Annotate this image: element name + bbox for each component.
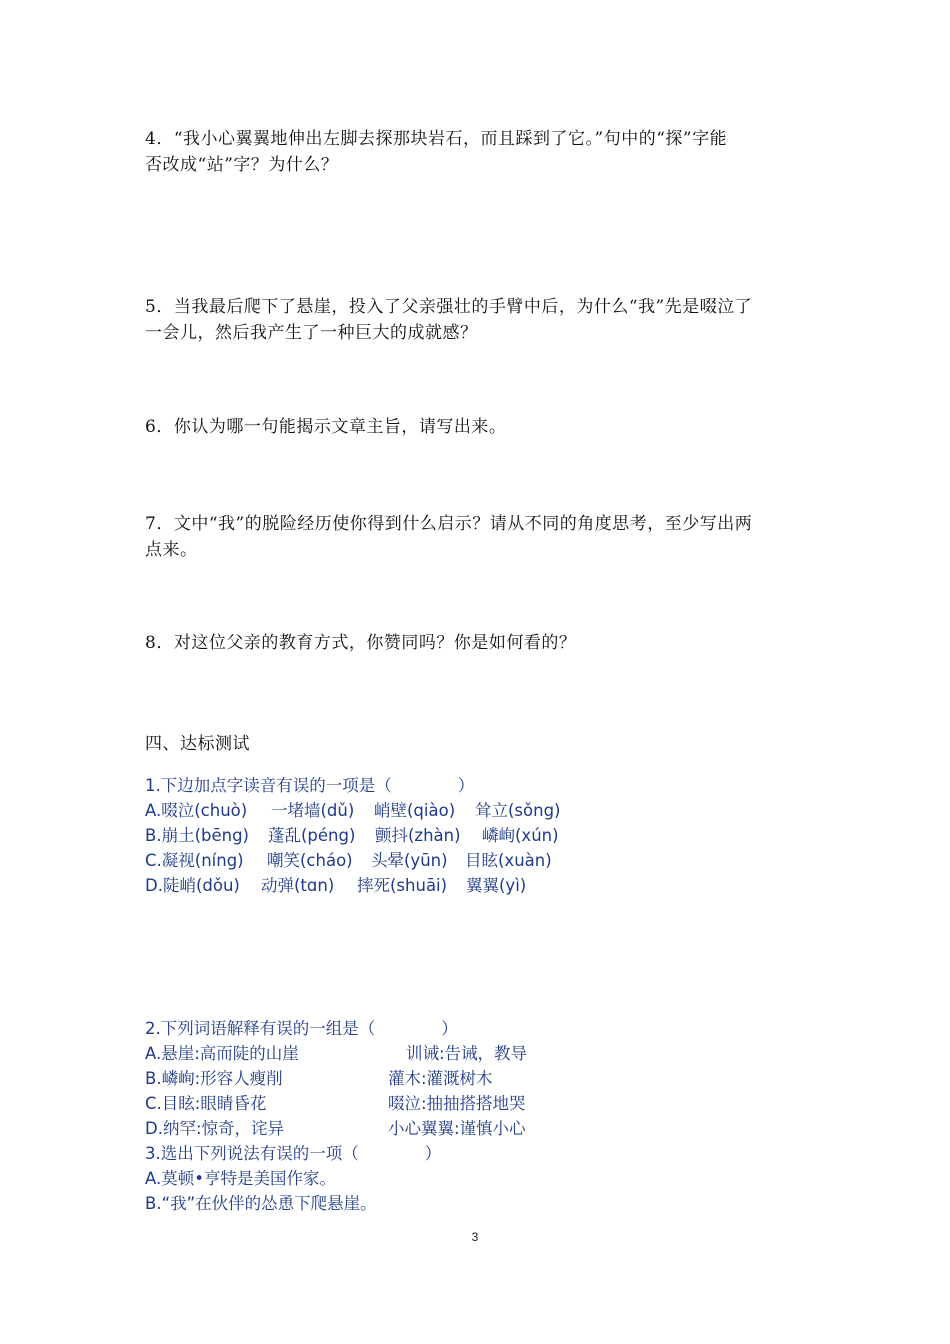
test-question-1-stem: 1.下边加点字读音有误的一项是（ ）	[145, 776, 475, 795]
option-row: A.悬崖:高而陡的山崖 训诫:告诫，教导	[145, 1044, 528, 1063]
test-question-1	[145, 773, 805, 898]
question-7: 7．文中“我”的脱险经历使你得到什么启示？请从不同的角度思考，至少写出两 点来。	[145, 514, 753, 560]
page-number: 3	[471, 1230, 479, 1244]
section-title: 四、达标测试	[145, 734, 250, 754]
option-row: A.啜泣(chuò) 一堵墙(dǔ) 峭壁(qiào) 耸立(sǒng)	[145, 801, 561, 820]
question-6: 6．你认为哪一句能揭示文章主旨，请写出来。	[145, 417, 507, 437]
option-line: B.“我”在伙伴的怂恿下爬悬崖。	[145, 1194, 377, 1213]
test-question-2	[145, 1016, 805, 1216]
question-4: 4．“我小心翼翼地伸出左脚去探那块岩石，而且踩到了它。”句中的“探”字能 否改成“站”字？为什么？	[145, 129, 728, 175]
test-question-2-stem: 2.下列词语解释有误的一组是（ ）	[145, 1019, 458, 1038]
option-row: C.凝视(níng) 嘲笑(cháo) 头晕(yūn) 目眩(xuàn)	[145, 851, 552, 870]
question-5: 5．当我最后爬下了悬崖，投入了父亲强壮的手臂中后，为什么“我”先是啜泣了 一会儿，然后我产生了一种巨大的成就感？	[145, 297, 753, 343]
test-question-3-stem: 3.选出下列说法有误的一项（ ）	[145, 1144, 442, 1163]
option-row: D.陡峭(dǒu) 动弹(tɑn) 摔死(shuāi) 翼翼(yì)	[145, 876, 527, 895]
option-line: A.莫顿•亨特是美国作家。	[145, 1169, 336, 1188]
option-row: C.目眩:眼睛昏花 啜泣:抽抽搭搭地哭	[145, 1094, 526, 1113]
option-row: B.崩土(bēng) 蓬乱(péng) 颤抖(zhàn) 嶙峋(xún)	[145, 826, 559, 845]
option-row: D.纳罕:惊奇，诧异 小心翼翼:谨慎小心	[145, 1119, 526, 1138]
question-8: 8．对这位父亲的教育方式，你赞同吗？你是如何看的？	[145, 633, 577, 653]
option-row: B.嶙峋:形容人瘦削 灌木:灌溉树木	[145, 1069, 493, 1088]
